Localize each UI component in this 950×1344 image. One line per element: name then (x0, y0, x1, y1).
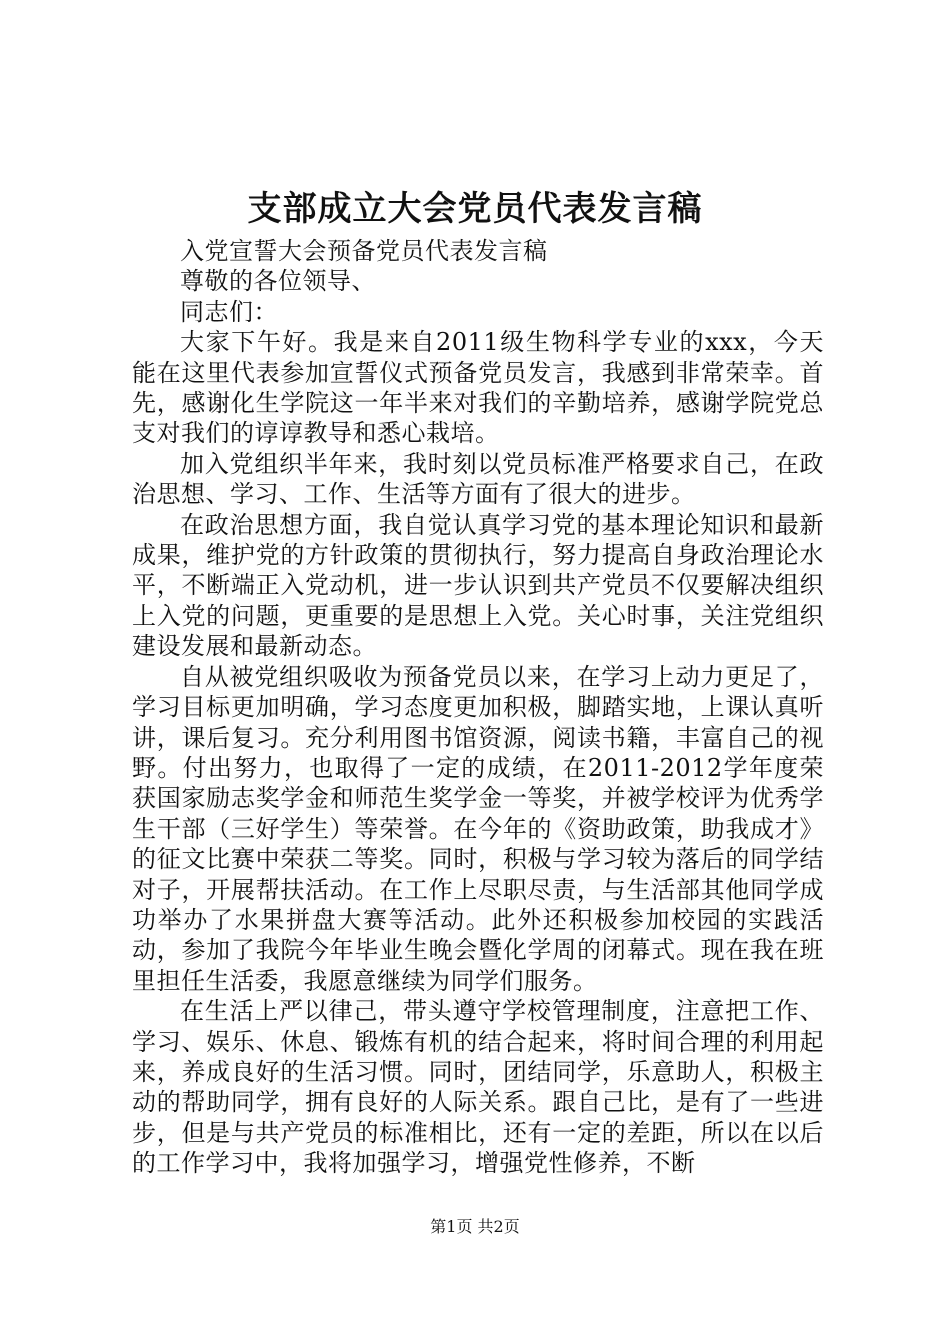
page-number: 第1页 共2页 (430, 1217, 520, 1236)
paragraph-salutation-2: 同志们： (180, 297, 278, 326)
paragraph-intro: 大家下午好。我是来自2011级生物科学专业的xxx，今天能在这里代表参加宣誓仪式预备党员发言，我感到非常荣幸。首先，感谢化生学院这一年半来对我们的辛勤培养，感谢学院党总支对我们的谆谆教导和悉心栽培。 (132, 328, 824, 448)
document-title: 支部成立大会党员代表发言稿 (247, 189, 703, 229)
paragraph-study-work: 自从被党组织吸收为预备党员以来，在学习上动力更足了，学习目标更加明确，学习态度更加积极，脚踏实地，上课认真听讲，课后复习。充分利用图书馆资源，阅读书籍，丰富自己的视野。付出努力，也取得了一定的成绩，在2011-2012学年度荣获国家励志奖学金和师范生奖学金一等奖，并被学校评为优秀学生干部（三好学生）等荣誉。在今年的《资助政策，助我成才》的征文比赛中荣获二等奖。同时，积极与学习较为落后的同学结对子，开展帮扶活动。在工作上尽职尽责，与生活部其他同学成功举办了水果拼盘大赛等活动。此外还积极参加校园的实践活动，参加了我院今年毕业生晚会暨化学周的闭幕式。现在我在班里担任生活委，我愿意继续为同学们服务。 (132, 662, 824, 995)
paragraph-politics: 在政治思想方面，我自觉认真学习党的基本理论知识和最新成果，维护党的方针政策的贯彻执行，努力提高自身政治理论水平，不断端正入党动机，进一步认识到共产党员不仅要解决组织上入党的问题，更重要的是思想上入党。关心时事，关注党组织建设发展和最新动态。 (132, 510, 824, 661)
paragraph-heading: 入党宣誓大会预备党员代表发言稿 (180, 237, 548, 265)
paragraph-salutation: 尊敬的各位领导、 (180, 267, 376, 296)
paragraph-life: 在生活上严以律己，带头遵守学校管理制度，注意把工作、学习、娱乐、休息、锻炼有机的结合起来，将时间合理的利用起来，养成良好的生活习惯。同时，团结同学，乐意助人，积极主动的帮助同学，拥有良好的人际关系。跟自己比，是有了一些进步，但是与共产党员的标准相比，还有一定的差距，所以在以后的工作学习中，我将加强学习，增强党性修养，不断 (132, 997, 824, 1178)
document-body (132, 236, 824, 1179)
paragraph-overview: 加入党组织半年来，我时刻以党员标准严格要求自己，在政治思想、学习、工作、生活等方面有了很大的进步。 (132, 449, 824, 509)
